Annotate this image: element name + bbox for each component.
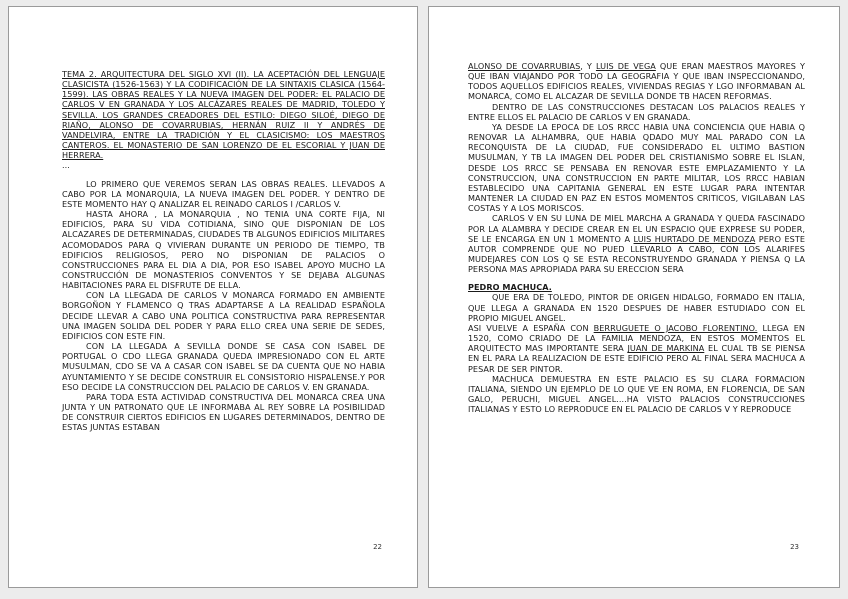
text-run: ASI VUELVE A ESPAÑA CON — [468, 322, 594, 333]
person-name: LUIS HURTADO DE MENDOZA — [633, 233, 756, 244]
person-name: ALONSO DE COVARRUBIAS — [468, 61, 581, 71]
right-page-content — [468, 61, 805, 414]
text-run: QUE ERAN MAESTROS MAYORES Y QUE IBAN VIAJANDO POR TODO LA GEOGRAFIA Y QUE IBAN INSPECCIONANDO, TODOS AQUELLOS EDIFICIOS REALES, VIVIENDAS REGIAS Y LGO INFORMABAN AL MONARCA, COMO EL ALCAZAR DE SEVILLA DONDE TB HACEN REFORMAS. — [468, 61, 805, 102]
person-name: JUAN DE MARKINA — [627, 343, 705, 354]
paragraph: CON LA LLEGADA A SEVILLA DONDE SE CASA CON ISABEL DE PORTUGAL O CDO LLEGA GRANADA QUEDA IMPRESIONADO CON EL ARTE MUSULMAN, CDO SE VA A CASAR CON ISABEL SE DA CUENTA QUE NO HABIA AYUNTAMIENTO Y SE DECIDE CONSTRUIR EL CONSISTORIO HISPALENSE.Y POR ESO DECIDE LA CONSTRUCCION DEL PALACIO DE CARLOS V. EN GRANADA. — [62, 341, 385, 392]
paragraph: PARA TODA ESTA ACTIVIDAD CONSTRUCTIVA DEL MONARCA CREA UNA JUNTA Y UN PATRONATO QUE LE INFORMABA AL REY SOBRE LA POSIBILIDAD DE CONSTRUIR CIERTOS EDIFICIOS EN LUGARES DETERMINADOS, DENTRO DE ESTAS JUNTAS ESTABAN — [62, 391, 385, 433]
text-run: PERO ESTE AUTOR COMPRENDE QUE NO PUED LLEVARLO A CABO, CON LOS ALARIFES MUDEJARES CON LOS Q SE ESTA RECONSTRUYENDO GRANADA Y PIENSA Q LA PERSONA MAS APROPIADA PARA SU ERECCION SERA — [468, 233, 806, 275]
paragraph: LO PRIMERO QUE VEREMOS SERAN LAS OBRAS REALES. LLEVADOS A CABO POR LA MONARQUIA, LA NUEVA IMAGEN DEL PODER. Y DENTRO DE ESTE MOMENTO HAY Q ANALIZAR EL REINADO CARLOS I /CARLOS V. — [62, 178, 385, 209]
text-run: LLEGA EN 1520, COMO CRIADO DE LA FAMILIA MENDOZA, EN ESTOS MOMENTOS EL ARQUITECTO MAS IMPORTANTE SERA — [468, 322, 805, 354]
section-heading: PEDRO MACHUCA. — [468, 282, 552, 293]
paragraph: QUE ERA DE TOLEDO, PINTOR DE ORIGEN HIDALGO, FORMADO EN ITALIA, QUE LLEGA A GRANADA EN 1520 DESPUES DE HABER ESTUDIADO CON EL PROPIO MIGUEL ANGEL. — [468, 292, 805, 323]
ellipsis-marker: ... — [62, 160, 70, 171]
right-page — [428, 6, 840, 588]
paragraph — [468, 213, 805, 274]
paragraph — [468, 323, 805, 374]
person-name: LUIS DE VEGA — [595, 61, 656, 71]
person-name: BERRUGUETE O JACOBO FLORENTINO. — [593, 322, 758, 333]
text-run: CARLOS V EN SU LUNA DE MIEL MARCHA A GRANADA Y QUEDA FASCINADO POR LA ALAMBRA Y DECIDE CREAR EN EL UN ESPACIO QUE EXPRESE SU PODER, SE LE ENCARGA EN UN 1 MOMENTO A — [468, 213, 805, 244]
page-number: 22 — [373, 543, 382, 551]
paragraph: MACHUCA DEMUESTRA EN ESTE PALACIO ES SU CLARA FORMACION ITALIANA, SIENDO UN EJEMPLO DE LO QUE VE EN ROMA, EN FLORENCIA, DE SAN GALO, PERUCHI, MIGUEL ANGEL....HA VISTO PALACIOS CONSTRUCCIONES ITALIANAS Y ESTO LO REPRODUCE EN EL PALACIO DE CARLOS V Y REPRODUCE — [468, 373, 805, 415]
left-page-content — [62, 69, 385, 432]
paragraph — [468, 61, 805, 102]
left-page — [8, 6, 418, 588]
topic-title: TEMA 2. ARQUITECTURA DEL SIGLO XVI (II). LA ACEPTACIÓN DEL LENGUAJE CLASICISTA (1526-1563) Y LA CODIFICACIÓN DE LA SINTAXIS CLASICA (1564-1599). LAS OBRAS REALES Y LA NUEVA IMAGEN DEL PODER: EL PALACIO DE CARLOS V EN GRANADA Y LOS ALCÁZARES REALES DE MADRID, TOLEDO Y SEVILLA. LOS GRANDES CREADORES DEL ESTILO: DIEGO SILOÉ, DIEGO DE RIAÑO, ALONSO DE COVARRUBIAS, HERNÁN RUIZ II Y ANDRÉS DE VANDELVIRA, ENTRE LA TRADICIÓN Y EL CLASICISMO: LOS MAESTROS CANTEROS. EL MONASTERIO DE SAN LORENZO DE EL ESCORIAL Y JUAN DE HERRERA. — [62, 69, 385, 161]
page-number: 23 — [790, 543, 799, 551]
text-run: EL CUAL TB SE PIENSA EN EL PARA LA REALIZACION DE ESTE EDIFICIO PERO AL FINAL SERA MACHUCA A PESAR DE SER PINTOR. — [468, 343, 805, 374]
paragraph: YA DESDE LA EPOCA DE LOS RRCC HABIA UNA CONCIENCIA QUE HABIA Q RENOVAR LA ALHAMBRA, QUE HABIA QDADO MUY MAL PARADO CON LA RECONQUISTA DE LA CIUDAD, FUE CONSIDERADO EL ULTIMO BASTION MUSULMAN, Y TB LA IMAGEN DEL PODER DEL CRISTIANISMO SOBRE EL ISLAN, DESDE LOS RRCC SE PENSABA EN RENOVAR ESTE EMPLAZAMIENTO Y LA CONSTRUCCION, UNA CONSTRUCCION EN PARTE MILITAR, LOS RRCC HABIAN ESTABLECIDO UNA CAPITANIA GENERAL EN ESTE LUGAR PARA INTENTAR MANTENER LA CIUDAD EN PAZ EN ESTOS MOMENTOS CRITICOS, VIGILABAN LAS COSTAS Y A LOS MORISCOS. — [468, 121, 805, 214]
paragraph: HASTA AHORA , LA MONARQUIA , NO TENIA UNA CORTE FIJA, NI EDIFICIOS, PARA SU VIDA COTIDIANA, SINO QUE DISPONIAN DE LOS ALCAZARES DE DETERMINADAS, CIUDADES TB ALGUNOS EDIFICIOS MILITARES ACOMODADOS PARA Q VIVIERAN DURANTE UN PERIODO DE TIEMPO, TB EDIFICIOS RELIGIOSOS, PERO NO DISPONIAN DE PALACIOS O CONSTRUCCIONES PARA EL DIA A DIA, POR ESO ISABEL APOYO MUCHO LA CONSTRUCCIÓN DE MONASTERIOS CONVENTOS Y SE DEJABA ALGUNAS HABITACIONES PARA EL DISFRUTE DE ELLA. — [62, 209, 385, 291]
text-run: , Y — [580, 61, 596, 71]
paragraph: CON LA LLEGADA DE CARLOS V MONARCA FORMADO EN AMBIENTE BORGOÑON Y FLAMENCO Q TRAS ADAPTARSE A LA REALIDAD ESPAÑOLA DECIDE LLEVAR A CABO UNA POLITICA CONSTRUCTIVA PARA REPRESENTAR UNA IMAGEN SOLIDA DEL PODER Y PARA ELLO CREA UNA SERIE DE SEDES, EDIFICIOS CON ESTE FIN. — [62, 290, 385, 341]
paragraph: DENTRO DE LAS CONSTRUCCIONES DESTACAN LOS PALACIOS REALES Y ENTRE ELLOS EL PALACIO DE CARLOS V EN GRANADA. — [468, 101, 805, 122]
